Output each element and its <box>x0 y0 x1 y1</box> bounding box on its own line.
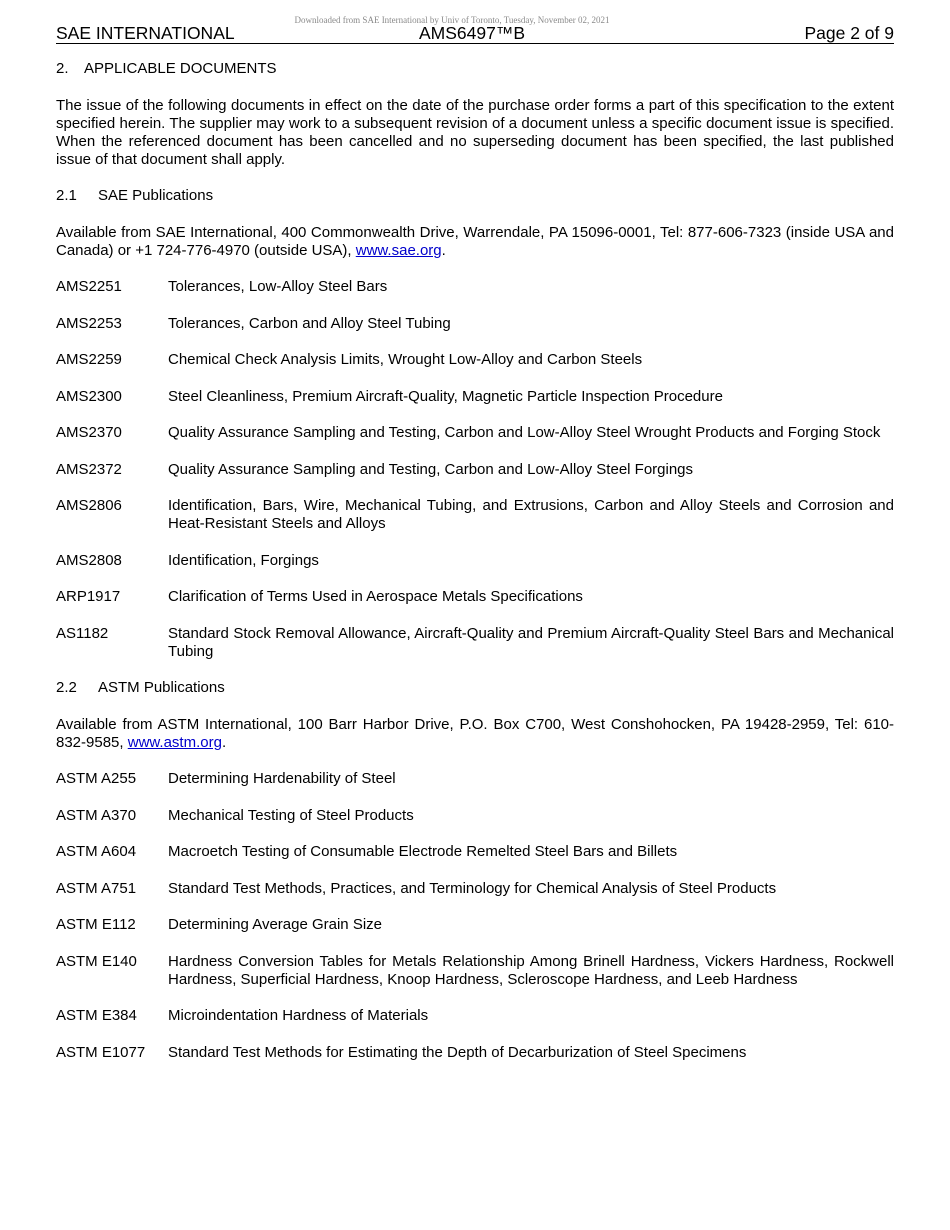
download-watermark: Downloaded from SAE International by Univ of Toronto, Tuesday, November 02, 2021 <box>294 15 610 25</box>
reference-item <box>56 315 894 333</box>
reference-code: ASTM E140 <box>56 952 137 970</box>
reference-item <box>56 807 894 825</box>
reference-title: Macroetch Testing of Consumable Electrode Remelted Steel Bars and Billets <box>168 843 678 860</box>
reference-code: ASTM A370 <box>56 806 137 824</box>
reference-title: Standard Stock Removal Allowance, Aircraft-Quality and Premium Aircraft-Quality Steel Bars and Mechanical Tubing <box>168 624 894 660</box>
reference-code: AMS2370 <box>56 424 122 441</box>
reference-item <box>56 588 894 606</box>
reference-item <box>56 843 894 861</box>
section-2-2-heading <box>56 679 894 697</box>
reference-item <box>56 552 894 570</box>
reference-title: Identification, Bars, Wire, Mechanical Tubing, and Extrusions, Carbon and Alloy Steels and Corrosion and Heat-Resistant Steels and Alloys <box>168 497 894 532</box>
reference-title: Quality Assurance Sampling and Testing, Carbon and Low-Alloy Steel Wrought Products and Forging Stock <box>168 424 881 441</box>
sae-availability-text: Available from SAE International, 400 Commonwealth Drive, Warrendale, PA 15096-0001, Tel: 877-606-7323 (inside USA and Canada) or +1 724-776-4970 (outside USA), <box>56 223 894 259</box>
reference-code: AMS2253 <box>56 314 122 332</box>
reference-item <box>56 1044 894 1062</box>
reference-title: Steel Cleanliness, Premium Aircraft-Quality, Magnetic Particle Inspection Procedure <box>168 387 723 405</box>
sae-availability <box>56 224 894 260</box>
section-title: ASTM Publications <box>98 679 225 696</box>
astm-reference-list <box>56 770 894 1062</box>
reference-item <box>56 424 894 442</box>
reference-code: ASTM A751 <box>56 879 137 897</box>
section-2-1-heading <box>56 187 894 205</box>
reference-item <box>56 388 894 406</box>
section-number: 2.2 <box>56 679 77 696</box>
reference-title: Chemical Check Analysis Limits, Wrought Low-Alloy and Carbon Steels <box>168 351 643 368</box>
reference-item <box>56 916 894 934</box>
reference-item <box>56 880 894 898</box>
reference-title: Standard Test Methods for Estimating the Depth of Decarburization of Steel Specimens <box>168 1043 747 1061</box>
reference-title: Microindentation Hardness of Materials <box>168 1007 429 1024</box>
astm-website-link[interactable]: www.astm.org <box>127 733 222 751</box>
section-number: 2. <box>56 60 69 77</box>
reference-code: ASTM A255 <box>56 770 137 787</box>
astm-link-suffix: . <box>221 733 227 751</box>
reference-title: Identification, Forgings <box>168 551 319 569</box>
reference-title: Hardness Conversion Tables for Metals Relationship Among Brinell Hardness, Vickers Hardness, Rockwell Hardness, Superficial Hardness, Knoop Hardness, Scleroscope Hardness, and Leeb Hardness <box>168 952 894 988</box>
reference-title: Determining Hardenability of Steel <box>168 770 396 787</box>
reference-code: AMS2806 <box>56 497 122 514</box>
reference-code: AMS2300 <box>56 387 122 405</box>
reference-code: AMS2259 <box>56 351 122 368</box>
document-body <box>56 60 894 1062</box>
section-2-heading <box>56 60 894 78</box>
header-page-number: Page 2 of 9 <box>804 23 894 43</box>
section-2-paragraph: The issue of the following documents in effect on the date of the purchase order forms a part of this specification to the extent specified herein. The supplier may work to a subsequent revision of a document unless a specific document issue is specified. When the referenced document has been cancelled and no superseding document has been specified, the last published issue of that document shall apply. <box>56 96 894 168</box>
reference-title: Mechanical Testing of Steel Products <box>168 806 414 824</box>
reference-code: AS1182 <box>56 624 109 642</box>
reference-title: Quality Assurance Sampling and Testing, Carbon and Low-Alloy Steel Forgings <box>168 460 694 478</box>
reference-title: Tolerances, Low-Alloy Steel Bars <box>168 278 388 295</box>
sae-website-link[interactable]: www.sae.org <box>355 241 442 259</box>
reference-title: Determining Average Grain Size <box>168 916 382 933</box>
astm-availability <box>56 716 894 752</box>
reference-item <box>56 1007 894 1025</box>
section-title: APPLICABLE DOCUMENTS <box>84 60 277 77</box>
reference-title: Standard Test Methods, Practices, and Terminology for Chemical Analysis of Steel Products <box>168 879 777 897</box>
reference-item <box>56 770 894 788</box>
reference-title: Tolerances, Carbon and Alloy Steel Tubing <box>168 314 451 332</box>
header-organization: SAE INTERNATIONAL <box>56 23 235 43</box>
page-header <box>56 23 894 44</box>
reference-code: ASTM E384 <box>56 1007 137 1024</box>
reference-code: ASTM E112 <box>56 916 136 933</box>
reference-item <box>56 351 894 369</box>
section-number: 2.1 <box>56 187 77 204</box>
reference-code: ASTM A604 <box>56 843 137 860</box>
reference-code: AMS2372 <box>56 460 122 478</box>
reference-code: AMS2251 <box>56 278 122 295</box>
header-document-id: AMS6497™B <box>419 23 526 43</box>
reference-item <box>56 278 894 296</box>
reference-code: ASTM E1077 <box>56 1043 146 1061</box>
sae-reference-list <box>56 278 894 661</box>
astm-availability-text: Available from ASTM International, 100 Barr Harbor Drive, P.O. Box C700, West Conshohocken, PA 19428-2959, Tel: 610-832-9585, <box>56 715 894 751</box>
reference-item <box>56 497 894 533</box>
reference-item <box>56 461 894 479</box>
sae-link-suffix: . <box>441 241 446 259</box>
section-title: SAE Publications <box>98 187 214 204</box>
reference-title: Clarification of Terms Used in Aerospace Metals Specifications <box>168 588 583 605</box>
reference-code: ARP1917 <box>56 588 121 605</box>
reference-item <box>56 625 894 661</box>
reference-item <box>56 953 894 989</box>
reference-code: AMS2808 <box>56 551 122 569</box>
